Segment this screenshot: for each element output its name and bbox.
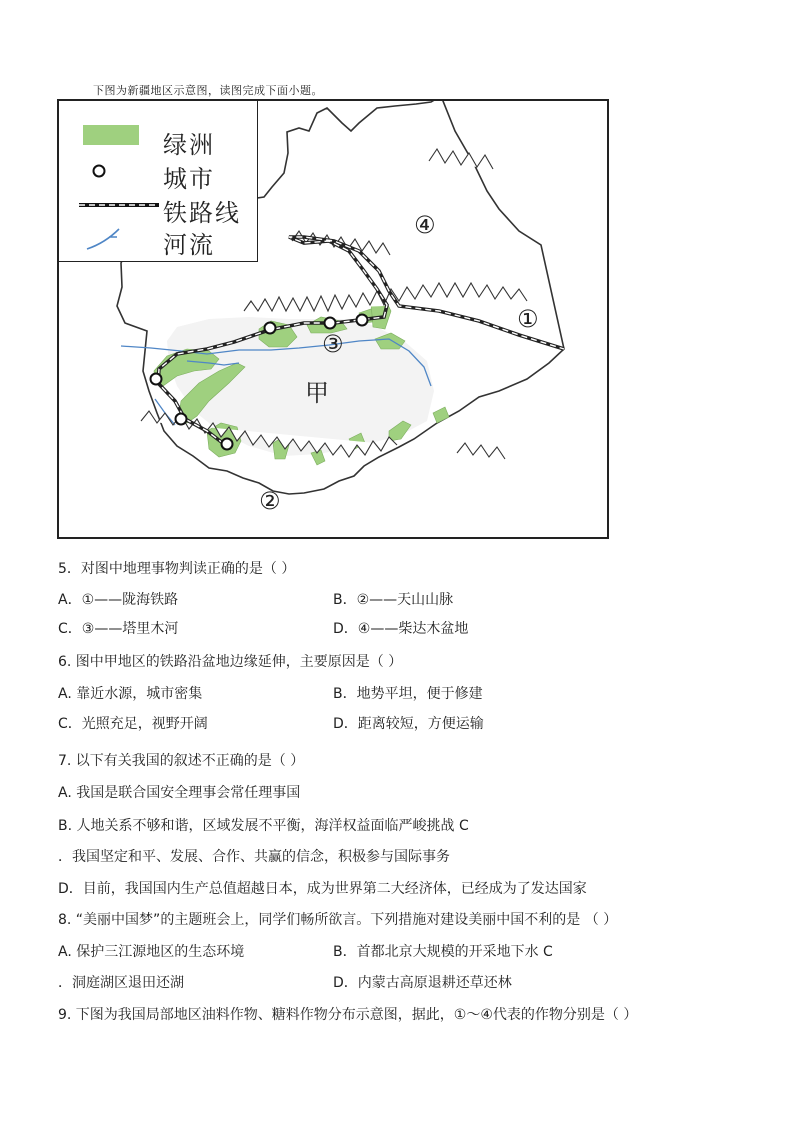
q8-stem: 8. “美丽中国梦”的主题班会上，同学们畅所欲言。下列措施对建设美丽中国不利的是 （ ） — [58, 912, 618, 928]
q7-option-d: D．目前，我国国内生产总值超越日本，成为世界第二大经济体，已经成为了发达国家 — [58, 881, 587, 897]
label-circled-4: ④ — [414, 211, 436, 239]
label-circled-1: ① — [517, 305, 539, 333]
q5-option-a: A．①——陇海铁路 — [58, 592, 179, 608]
q6-stem: 6. 图中甲地区的铁路沿盆地边缘延伸，主要原因是（ ） — [58, 654, 403, 670]
q7-option-a: A. 我国是联合国安全理事会常任理事国 — [58, 785, 301, 801]
legend-row-oasis — [59, 123, 257, 159]
label-circled-3: ③ — [322, 330, 344, 358]
q5-option-b: B．②——天山山脉 — [333, 592, 454, 608]
city-marker — [265, 323, 276, 334]
legend-row-railway — [59, 191, 257, 227]
q7-option-b: B. 人地关系不够和谐，区域发展不平衡，海洋权益面临严峻挑战 C — [58, 818, 469, 834]
legend-row-city — [59, 157, 257, 193]
city-marker — [176, 414, 187, 425]
xinjiang-map — [57, 99, 609, 539]
city-marker — [151, 374, 162, 385]
legend-label-river: 河流 — [163, 231, 215, 259]
q6-option-a: A. 靠近水源，城市密集 — [58, 686, 203, 702]
q7-stem: 7. 以下有关我国的叙述不正确的是（ ） — [58, 753, 305, 769]
q8-option-b: B．首都北京大规模的开采地下水 C — [333, 944, 553, 960]
legend-label-railway: 铁路线 — [163, 199, 241, 227]
legend-label-oasis: 绿洲 — [163, 131, 215, 159]
map-legend — [59, 101, 258, 262]
q8-option-a: A. 保护三江源地区的生态环境 — [58, 944, 245, 960]
q9-stem: 9. 下图为我国局部地区油料作物、糖料作物分布示意图，据此，①～④代表的作物分别是（ ） — [58, 1007, 638, 1023]
q5-stem: 5．对图中地理事物判读正确的是（ ） — [58, 561, 296, 577]
railway-icon — [79, 193, 159, 217]
oasis-swatch — [83, 125, 143, 149]
q6-option-b: B．地势平坦，便于修建 — [333, 686, 483, 702]
legend-row-river — [59, 223, 257, 259]
q6-option-c: C．光照充足，视野开阔 — [58, 716, 208, 732]
q6-option-d: D．距离较短，方便运输 — [333, 716, 484, 732]
q8-option-d: D．内蒙古高原退耕还草还林 — [333, 975, 512, 991]
city-icon — [83, 159, 143, 183]
label-jia: 甲 — [305, 379, 329, 407]
intro-text: 下图为新疆地区示意图，读图完成下面小题。 — [93, 84, 323, 97]
q5-option-c: C．③——塔里木河 — [58, 621, 179, 637]
q7-option-c: ．我国坚定和平、发展、合作、共赢的信念，积极参与国际事务 — [58, 849, 450, 865]
q5-option-d: D．④——柴达木盆地 — [333, 621, 469, 637]
mountain-range — [457, 443, 505, 459]
city-marker — [325, 318, 336, 329]
river-icon — [83, 223, 143, 253]
city-marker — [222, 439, 233, 450]
label-circled-2: ② — [259, 487, 281, 515]
city-marker — [357, 315, 368, 326]
q8-option-c: ．洞庭湖区退田还湖 — [58, 975, 184, 991]
legend-label-city: 城市 — [163, 165, 215, 193]
